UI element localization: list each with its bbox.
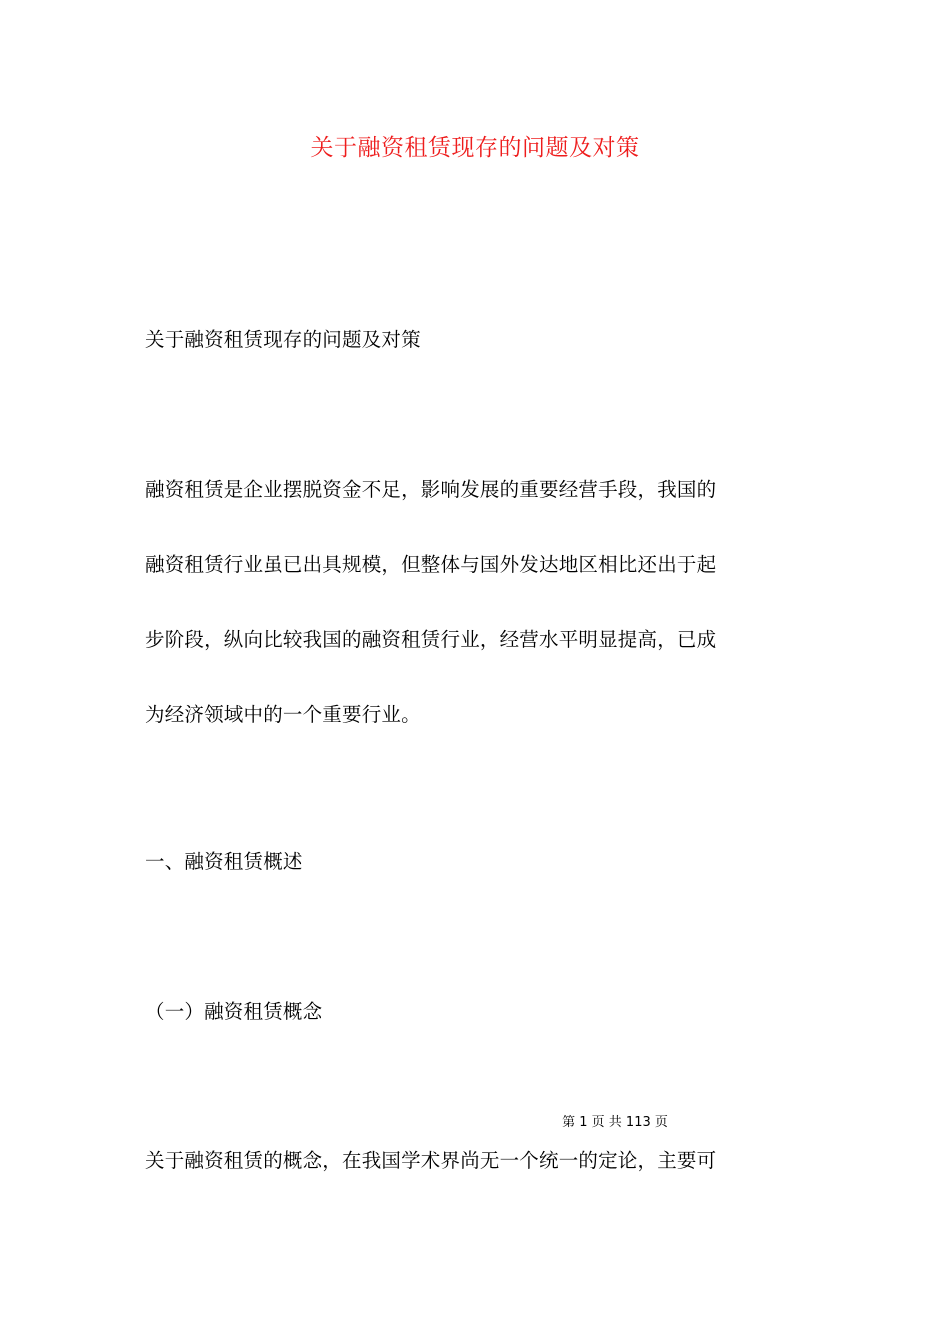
continued-paragraph [145,1143,815,1218]
paragraph-line: 关于融资租赁的概念，在我国学术界尚无一个统一的定论，主要可 [145,1149,717,1172]
section-heading-block [145,844,815,919]
subtitle-block [145,322,815,397]
paragraph-line: 融资租赁是企业摆脱资金不足，影响发展的重要经营手段，我国的 [145,478,717,501]
paragraph-line: 融资租赁行业虽已出具规模，但整体与国外发达地区相比还出于起 [145,553,717,576]
paragraph-line: 为经济领域中的一个重要行业。 [145,703,421,726]
subsection-heading: （一）融资租赁概念 [145,1000,323,1023]
intro-paragraph [145,472,815,772]
subtitle: 关于融资租赁现存的问题及对策 [145,328,421,351]
document-title: 关于融资租赁现存的问题及对策 [310,135,640,161]
page-number: 第 1 页 共 113 页 [562,1115,668,1130]
subsection-heading-block [145,994,815,1069]
paragraph-line: 步阶段，纵向比较我国的融资租赁行业，经营水平明显提高，已成 [145,628,717,651]
section-heading: 一、融资租赁概述 [145,850,303,873]
